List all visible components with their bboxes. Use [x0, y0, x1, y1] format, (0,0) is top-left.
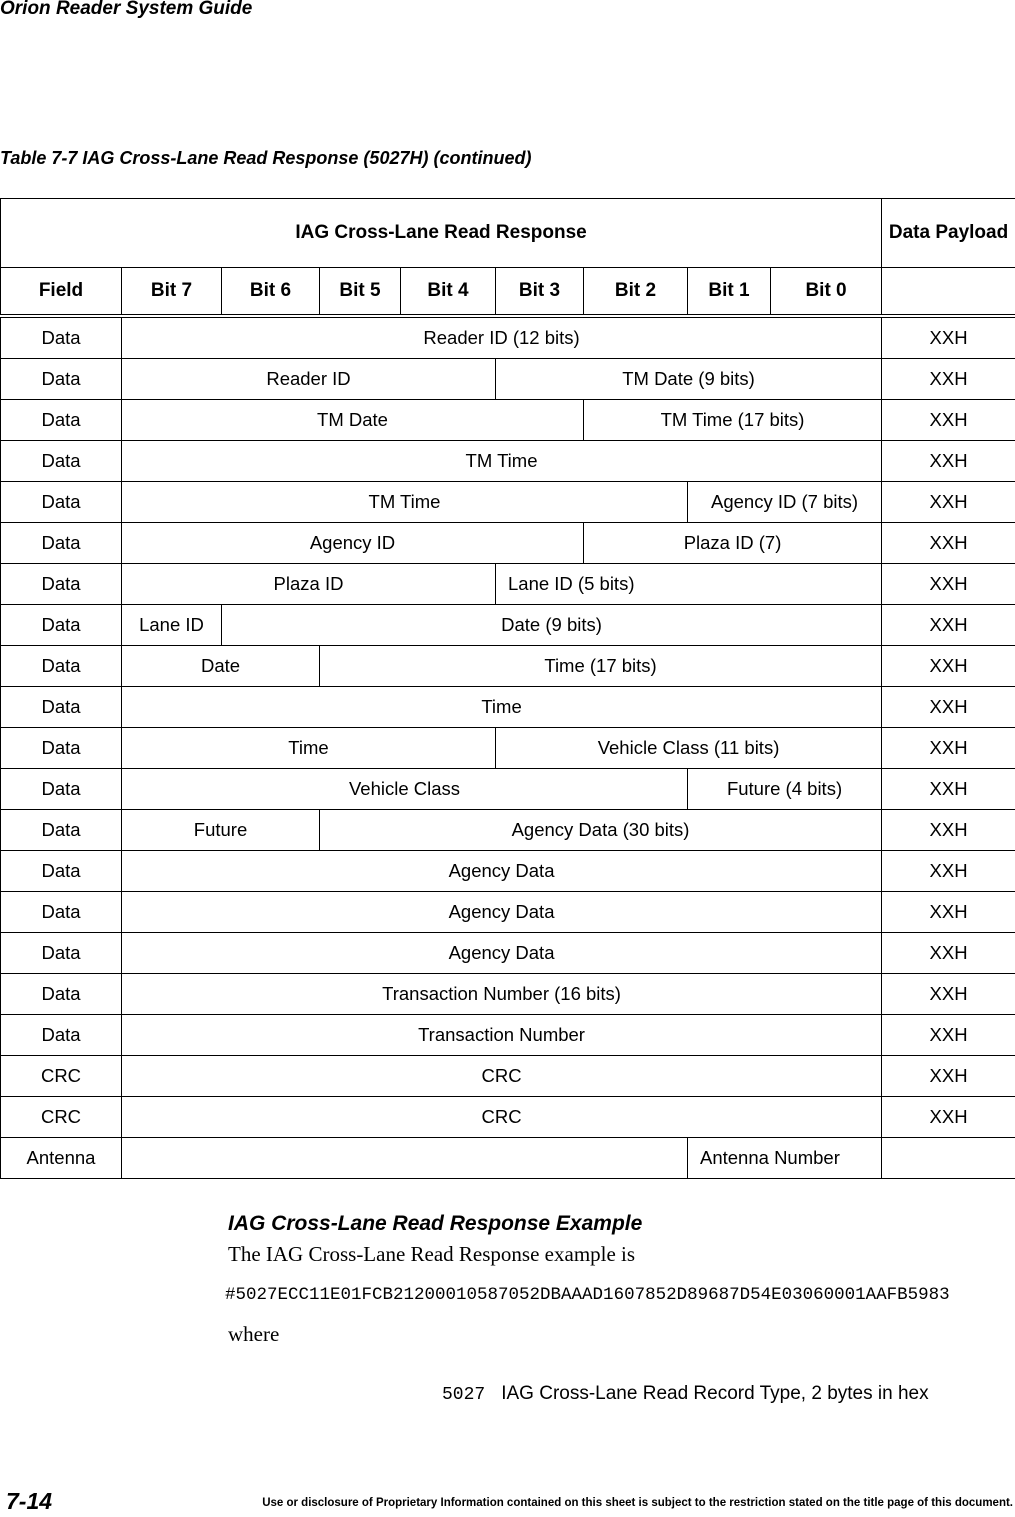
- bits-cell: TM Time: [122, 441, 882, 482]
- table-row: [1, 687, 1015, 728]
- field-cell: Antenna: [1, 1138, 122, 1179]
- table-row: [1, 400, 1015, 441]
- table-row: [1, 1056, 1015, 1097]
- bits-cell: Antenna Number: [688, 1138, 882, 1179]
- table-row: [1, 1138, 1015, 1179]
- column-header: Field: [1, 268, 122, 317]
- payload-cell: XXH: [882, 687, 1015, 728]
- bits-cell: Future: [122, 810, 320, 851]
- field-cell: Data: [1, 605, 122, 646]
- payload-cell: XXH: [882, 1015, 1015, 1056]
- table-row: [1, 605, 1015, 646]
- column-header: Bit 7: [122, 268, 222, 317]
- payload-cell: XXH: [882, 646, 1015, 687]
- legal-notice: Use or disclosure of Proprietary Information contained on this sheet is subject to the restriction stated on the title page of this document.: [262, 1497, 1013, 1509]
- payload-cell: XXH: [882, 1097, 1015, 1138]
- bits-cell: Agency Data (30 bits): [320, 810, 882, 851]
- payload-cell: XXH: [882, 482, 1015, 523]
- bits-cell: TM Time (17 bits): [584, 400, 882, 441]
- field-cell: Data: [1, 1015, 122, 1056]
- definition-code: 5027: [442, 1385, 486, 1405]
- table-row: [1, 316, 1015, 359]
- table-row: [1, 646, 1015, 687]
- payload-cell: XXH: [882, 564, 1015, 605]
- example-intro: The IAG Cross-Lane Read Response example is: [228, 1242, 636, 1266]
- column-header: Bit 0: [771, 268, 882, 317]
- payload-cell: XXH: [882, 974, 1015, 1015]
- payload-cell: [882, 1138, 1015, 1179]
- field-cell: Data: [1, 769, 122, 810]
- bits-cell: Agency Data: [122, 892, 882, 933]
- running-header: Orion Reader System Guide: [0, 0, 253, 19]
- bits-cell: Future (4 bits): [688, 769, 882, 810]
- bits-cell: CRC: [122, 1056, 882, 1097]
- bits-cell: Vehicle Class (11 bits): [496, 728, 882, 769]
- definition-item: [442, 1383, 929, 1405]
- table-row: [1, 933, 1015, 974]
- bits-cell: Reader ID (12 bits): [122, 316, 882, 359]
- example-code: #5027ECC11E01FCB21200010587052DBAAAD1607852D89687D54E03060001AAFB5983: [225, 1285, 950, 1305]
- field-cell: Data: [1, 687, 122, 728]
- payload-cell: XXH: [882, 400, 1015, 441]
- payload-cell: XXH: [882, 851, 1015, 892]
- field-cell: Data: [1, 728, 122, 769]
- bits-cell: Agency Data: [122, 933, 882, 974]
- table-row: [1, 441, 1015, 482]
- column-header: Bit 6: [222, 268, 320, 317]
- bits-cell: Lane ID (5 bits): [496, 564, 882, 605]
- payload-cell: XXH: [882, 728, 1015, 769]
- field-cell: Data: [1, 441, 122, 482]
- field-cell: Data: [1, 523, 122, 564]
- column-header: Bit 1: [688, 268, 771, 317]
- bits-cell: CRC: [122, 1097, 882, 1138]
- example-where: where: [228, 1322, 280, 1346]
- bits-cell: [122, 1138, 688, 1179]
- group-header: IAG Cross-Lane Read Response: [1, 199, 882, 268]
- table-row: [1, 974, 1015, 1015]
- table-row: [1, 523, 1015, 564]
- bits-cell: Transaction Number (16 bits): [122, 974, 882, 1015]
- response-table: [0, 198, 1015, 1179]
- payload-cell: XXH: [882, 359, 1015, 400]
- bits-cell: Plaza ID (7): [584, 523, 882, 564]
- bits-cell: TM Time: [122, 482, 688, 523]
- payload-cell: XXH: [882, 933, 1015, 974]
- field-cell: Data: [1, 359, 122, 400]
- column-header: Bit 3: [496, 268, 584, 317]
- table-row: [1, 851, 1015, 892]
- example-title: IAG Cross-Lane Read Response Example: [228, 1212, 643, 1235]
- table-row: [1, 892, 1015, 933]
- payload-header: Data Payload: [882, 199, 1015, 268]
- payload-cell: XXH: [882, 1056, 1015, 1097]
- bits-cell: Time (17 bits): [320, 646, 882, 687]
- bits-cell: Agency ID: [122, 523, 584, 564]
- bits-cell: Agency ID (7 bits): [688, 482, 882, 523]
- page-number: 7-14: [6, 1488, 53, 1514]
- table-row: [1, 1097, 1015, 1138]
- payload-cell: XXH: [882, 892, 1015, 933]
- field-cell: CRC: [1, 1056, 122, 1097]
- bits-cell: Transaction Number: [122, 1015, 882, 1056]
- definition-text: IAG Cross-Lane Read Record Type, 2 bytes in hex: [501, 1383, 929, 1404]
- table-row: [1, 359, 1015, 400]
- field-cell: Data: [1, 564, 122, 605]
- table-row: [1, 769, 1015, 810]
- bits-cell: Date: [122, 646, 320, 687]
- field-cell: CRC: [1, 1097, 122, 1138]
- field-cell: Data: [1, 933, 122, 974]
- payload-cell: XXH: [882, 769, 1015, 810]
- payload-cell: XXH: [882, 523, 1015, 564]
- payload-cell: XXH: [882, 810, 1015, 851]
- bits-cell: Time: [122, 728, 496, 769]
- field-cell: Data: [1, 316, 122, 359]
- column-header-payload: [882, 268, 1015, 317]
- payload-cell: XXH: [882, 441, 1015, 482]
- bits-cell: TM Date: [122, 400, 584, 441]
- payload-cell: XXH: [882, 605, 1015, 646]
- column-header: Bit 4: [401, 268, 496, 317]
- bits-cell: Agency Data: [122, 851, 882, 892]
- field-cell: Data: [1, 974, 122, 1015]
- field-cell: Data: [1, 482, 122, 523]
- payload-cell: XXH: [882, 316, 1015, 359]
- table-row: [1, 564, 1015, 605]
- bits-cell: Date (9 bits): [222, 605, 882, 646]
- field-cell: Data: [1, 810, 122, 851]
- column-header: Bit 2: [584, 268, 688, 317]
- table-row: [1, 728, 1015, 769]
- column-header: Bit 5: [320, 268, 401, 317]
- bits-cell: Lane ID: [122, 605, 222, 646]
- bits-cell: Time: [122, 687, 882, 728]
- table-row: [1, 810, 1015, 851]
- field-cell: Data: [1, 892, 122, 933]
- table-row: [1, 482, 1015, 523]
- bits-cell: Reader ID: [122, 359, 496, 400]
- field-cell: Data: [1, 400, 122, 441]
- bits-cell: Plaza ID: [122, 564, 496, 605]
- field-cell: Data: [1, 646, 122, 687]
- bits-cell: TM Date (9 bits): [496, 359, 882, 400]
- table-row: [1, 1015, 1015, 1056]
- bits-cell: Vehicle Class: [122, 769, 688, 810]
- table-caption: Table 7-7 IAG Cross-Lane Read Response (5027H) (continued): [0, 148, 532, 168]
- field-cell: Data: [1, 851, 122, 892]
